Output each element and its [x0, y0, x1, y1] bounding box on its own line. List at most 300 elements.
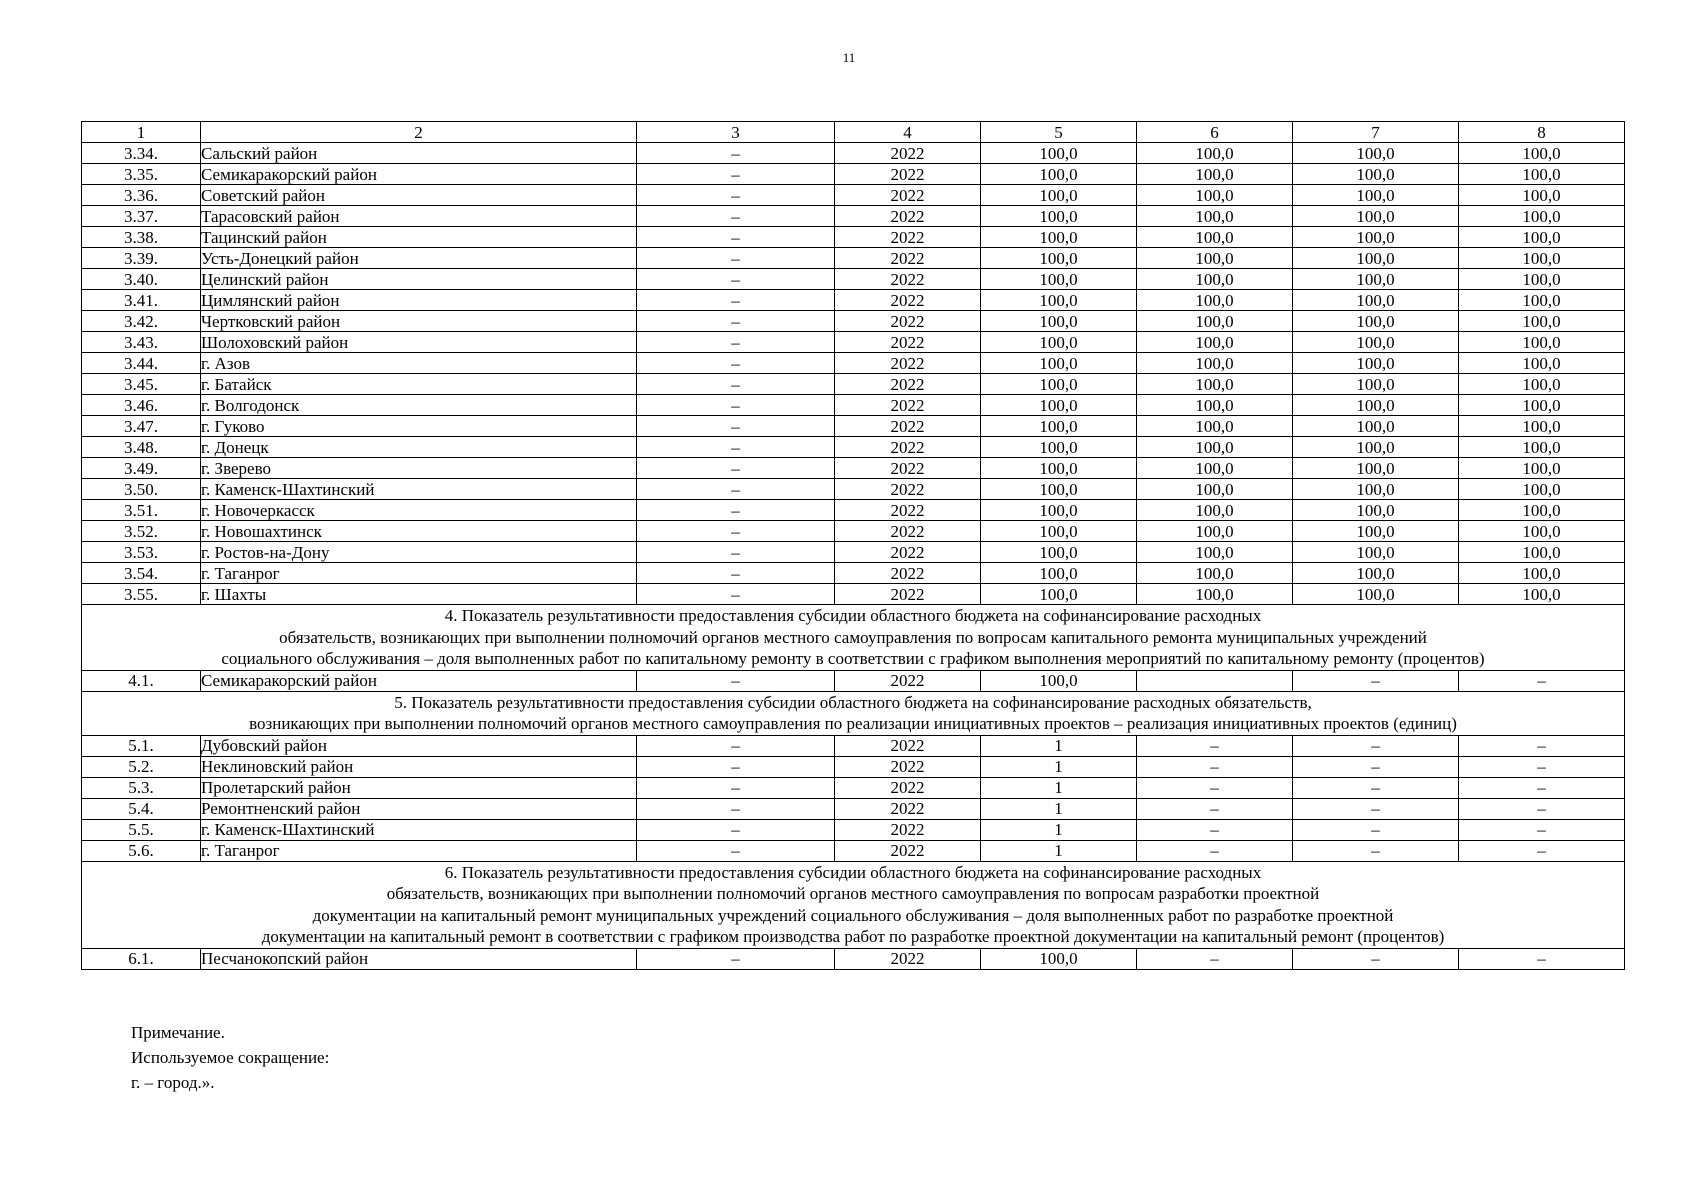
table-row: [82, 777, 1625, 798]
section4-title-row: [82, 605, 1625, 671]
section6-title-row: [82, 861, 1625, 948]
cell-col-7: 100,0: [1293, 290, 1459, 311]
cell-col-name: г. Таганрог: [201, 840, 637, 861]
cell-col-6: 100,0: [1137, 185, 1293, 206]
cell-col-5: 100,0: [981, 500, 1137, 521]
cell-col-6: 100,0: [1137, 311, 1293, 332]
table-row: [82, 840, 1625, 861]
cell-col-name: Шолоховский район: [201, 332, 637, 353]
section5-title-line: возникающих при выполнении полномочий органов местного самоуправления по реализации инициативных проектов – реализация инициативных проектов (единиц): [249, 714, 1457, 733]
cell-col-7: 100,0: [1293, 542, 1459, 563]
cell-col-8: 100,0: [1459, 164, 1625, 185]
cell-col-number: 3.55.: [82, 584, 201, 605]
cell-col-6: 100,0: [1137, 395, 1293, 416]
cell-col-year: 2022: [835, 416, 981, 437]
cell-col-3: –: [637, 948, 835, 969]
cell-col-3: –: [637, 185, 835, 206]
note-title: Примечание.: [131, 1023, 225, 1042]
cell-col-5: 100,0: [981, 521, 1137, 542]
header-cell-col-3: 3: [637, 122, 835, 143]
cell-col-5: 100,0: [981, 563, 1137, 584]
cell-col-year: 2022: [835, 164, 981, 185]
table-row: [82, 437, 1625, 458]
cell-col-number: 3.46.: [82, 395, 201, 416]
cell-col-number: 3.44.: [82, 353, 201, 374]
cell-col-8: –: [1459, 777, 1625, 798]
table-row: [82, 332, 1625, 353]
cell-col-3: –: [637, 735, 835, 756]
cell-col-5: 100,0: [981, 185, 1137, 206]
table-row: [82, 479, 1625, 500]
cell-col-7: 100,0: [1293, 227, 1459, 248]
table-row: [82, 269, 1625, 290]
cell-col-5: 100,0: [981, 458, 1137, 479]
cell-col-name: г. Ростов-на-Дону: [201, 542, 637, 563]
cell-col-5: 100,0: [981, 227, 1137, 248]
cell-col-3: –: [637, 521, 835, 542]
cell-col-year: 2022: [835, 374, 981, 395]
cell-col-8: 100,0: [1459, 332, 1625, 353]
cell-col-number: 3.35.: [82, 164, 201, 185]
cell-col-number: 3.45.: [82, 374, 201, 395]
indicators-table: [81, 121, 1625, 970]
cell-col-6: 100,0: [1137, 458, 1293, 479]
cell-col-name: г. Донецк: [201, 437, 637, 458]
table-row: [82, 311, 1625, 332]
cell-col-5: 100,0: [981, 542, 1137, 563]
cell-col-number: 3.36.: [82, 185, 201, 206]
cell-col-3: –: [637, 756, 835, 777]
table-row: [82, 563, 1625, 584]
cell-col-number: 5.4.: [82, 798, 201, 819]
cell-col-7: 100,0: [1293, 143, 1459, 164]
cell-col-name: г. Зверево: [201, 458, 637, 479]
cell-col-number: 5.1.: [82, 735, 201, 756]
cell-col-7: 100,0: [1293, 353, 1459, 374]
cell-col-5: 100,0: [981, 395, 1137, 416]
cell-col-7: 100,0: [1293, 332, 1459, 353]
table-row: [82, 521, 1625, 542]
cell-col-3: –: [637, 206, 835, 227]
cell-col-name: Чертковский район: [201, 311, 637, 332]
cell-col-name: Сальский район: [201, 143, 637, 164]
cell-col-year: 2022: [835, 311, 981, 332]
cell-col-5: 100,0: [981, 332, 1137, 353]
cell-col-8: 100,0: [1459, 584, 1625, 605]
cell-col-5: 1: [981, 756, 1137, 777]
cell-col-6: –: [1137, 840, 1293, 861]
cell-col-8: 100,0: [1459, 143, 1625, 164]
cell-col-6: –: [1137, 756, 1293, 777]
cell-col-8: 100,0: [1459, 227, 1625, 248]
cell-col-7: 100,0: [1293, 563, 1459, 584]
table-row: [82, 948, 1625, 969]
cell-col-6: –: [1137, 948, 1293, 969]
cell-col-year: 2022: [835, 798, 981, 819]
cell-col-3: –: [637, 437, 835, 458]
cell-col-8: 100,0: [1459, 563, 1625, 584]
cell-col-8: –: [1459, 819, 1625, 840]
cell-col-5: 100,0: [981, 584, 1137, 605]
cell-col-8: 100,0: [1459, 395, 1625, 416]
cell-col-number: 5.6.: [82, 840, 201, 861]
cell-col-3: –: [637, 840, 835, 861]
table-row: [82, 164, 1625, 185]
cell-col-year: 2022: [835, 735, 981, 756]
cell-col-3: –: [637, 353, 835, 374]
table-row: [82, 185, 1625, 206]
cell-col-5: 100,0: [981, 269, 1137, 290]
cell-col-7: 100,0: [1293, 248, 1459, 269]
section4-title: [82, 605, 1625, 671]
cell-col-6: [1137, 670, 1293, 691]
section5-title: [82, 691, 1625, 735]
header-cell-col-6: 6: [1137, 122, 1293, 143]
cell-col-3: –: [637, 290, 835, 311]
table-row: [82, 248, 1625, 269]
cell-col-name: Тарасовский район: [201, 206, 637, 227]
cell-col-7: –: [1293, 840, 1459, 861]
header-cell-col-8: 8: [1459, 122, 1625, 143]
cell-col-3: –: [637, 670, 835, 691]
cell-col-3: –: [637, 269, 835, 290]
table-header-row: [82, 122, 1625, 143]
cell-col-number: 6.1.: [82, 948, 201, 969]
section4-title-line: социального обслуживания – доля выполненных работ по капитальному ремонту в соответствии с графиком выполнения мероприятий по капитальному ремонту (процентов): [221, 649, 1485, 668]
cell-col-year: 2022: [835, 542, 981, 563]
cell-col-name: г. Гуково: [201, 416, 637, 437]
cell-col-8: 100,0: [1459, 521, 1625, 542]
table-row: [82, 374, 1625, 395]
section6-title-line: 6. Показатель результативности предоставления субсидии областного бюджета на софинансирование расходных: [444, 862, 1262, 882]
cell-col-number: 3.52.: [82, 521, 201, 542]
cell-col-5: 100,0: [981, 670, 1137, 691]
cell-col-5: 1: [981, 840, 1137, 861]
cell-col-3: –: [637, 332, 835, 353]
cell-col-number: 3.51.: [82, 500, 201, 521]
cell-col-name: г. Шахты: [201, 584, 637, 605]
cell-col-7: 100,0: [1293, 500, 1459, 521]
section5-title-line: 5. Показатель результативности предоставления субсидии областного бюджета на софинансирование расходных обязательств,: [394, 692, 1312, 712]
cell-col-7: –: [1293, 777, 1459, 798]
cell-col-3: –: [637, 248, 835, 269]
section6-title-line: обязательств, возникающих при выполнении полномочий органов местного самоуправления по вопросам разработки проектной: [386, 884, 1320, 903]
cell-col-number: 3.50.: [82, 479, 201, 500]
cell-col-6: 100,0: [1137, 584, 1293, 605]
table-row: [82, 227, 1625, 248]
cell-col-6: 100,0: [1137, 290, 1293, 311]
cell-col-6: 100,0: [1137, 479, 1293, 500]
table-row: [82, 416, 1625, 437]
cell-col-year: 2022: [835, 332, 981, 353]
table-row: [82, 143, 1625, 164]
cell-col-year: 2022: [835, 500, 981, 521]
cell-col-5: 100,0: [981, 248, 1137, 269]
table-row: [82, 584, 1625, 605]
cell-col-7: –: [1293, 819, 1459, 840]
cell-col-name: Усть-Донецкий район: [201, 248, 637, 269]
cell-col-name: Тацинский район: [201, 227, 637, 248]
cell-col-number: 3.37.: [82, 206, 201, 227]
cell-col-3: –: [637, 458, 835, 479]
section4-title-line: 4. Показатель результативности предоставления субсидии областного бюджета на софинансирование расходных: [444, 606, 1262, 625]
cell-col-6: 100,0: [1137, 437, 1293, 458]
cell-col-year: 2022: [835, 840, 981, 861]
cell-col-5: 100,0: [981, 353, 1137, 374]
cell-col-name: Семикаракорский район: [201, 670, 637, 691]
cell-col-7: 100,0: [1293, 374, 1459, 395]
cell-col-name: г. Азов: [201, 353, 637, 374]
cell-col-name: Песчанокопский район: [201, 948, 637, 969]
cell-col-7: –: [1293, 756, 1459, 777]
cell-col-year: 2022: [835, 395, 981, 416]
cell-col-8: 100,0: [1459, 542, 1625, 563]
cell-col-year: 2022: [835, 458, 981, 479]
cell-col-3: –: [637, 227, 835, 248]
cell-col-year: 2022: [835, 227, 981, 248]
cell-col-6: 100,0: [1137, 521, 1293, 542]
cell-col-name: Целинский район: [201, 269, 637, 290]
cell-col-7: 100,0: [1293, 479, 1459, 500]
header-cell-col-number: 1: [82, 122, 201, 143]
cell-col-7: –: [1293, 735, 1459, 756]
cell-col-3: –: [637, 374, 835, 395]
cell-col-5: 100,0: [981, 437, 1137, 458]
cell-col-3: –: [637, 584, 835, 605]
cell-col-5: 1: [981, 798, 1137, 819]
cell-col-8: 100,0: [1459, 416, 1625, 437]
cell-col-7: 100,0: [1293, 437, 1459, 458]
cell-col-number: 3.47.: [82, 416, 201, 437]
cell-col-3: –: [637, 164, 835, 185]
section5-title-row: [82, 691, 1625, 735]
cell-col-name: г. Волгодонск: [201, 395, 637, 416]
cell-col-8: 100,0: [1459, 479, 1625, 500]
cell-col-number: 3.34.: [82, 143, 201, 164]
header-cell-col-year: 4: [835, 122, 981, 143]
cell-col-6: 100,0: [1137, 374, 1293, 395]
cell-col-number: 3.54.: [82, 563, 201, 584]
cell-col-3: –: [637, 395, 835, 416]
cell-col-7: –: [1293, 948, 1459, 969]
cell-col-6: 100,0: [1137, 269, 1293, 290]
cell-col-3: –: [637, 819, 835, 840]
table-row: [82, 500, 1625, 521]
cell-col-8: –: [1459, 948, 1625, 969]
cell-col-name: Цимлянский район: [201, 290, 637, 311]
table-row: [82, 819, 1625, 840]
section6-title-line: документации на капитальный ремонт в соответствии с графиком производства работ по разработке проектной документации на капитальный ремонт (процентов): [261, 927, 1445, 946]
cell-col-number: 3.53.: [82, 542, 201, 563]
cell-col-number: 5.3.: [82, 777, 201, 798]
table-row: [82, 756, 1625, 777]
header-cell-col-5: 5: [981, 122, 1137, 143]
cell-col-number: 5.5.: [82, 819, 201, 840]
cell-col-year: 2022: [835, 521, 981, 542]
cell-col-6: 100,0: [1137, 143, 1293, 164]
cell-col-6: 100,0: [1137, 542, 1293, 563]
table-row: [82, 798, 1625, 819]
cell-col-5: 1: [981, 777, 1137, 798]
cell-col-3: –: [637, 311, 835, 332]
cell-col-6: 100,0: [1137, 248, 1293, 269]
cell-col-7: 100,0: [1293, 164, 1459, 185]
cell-col-7: –: [1293, 670, 1459, 691]
cell-col-name: г. Новошахтинск: [201, 521, 637, 542]
cell-col-name: г. Батайск: [201, 374, 637, 395]
cell-col-3: –: [637, 542, 835, 563]
cell-col-7: 100,0: [1293, 206, 1459, 227]
cell-col-year: 2022: [835, 353, 981, 374]
cell-col-year: 2022: [835, 948, 981, 969]
cell-col-8: –: [1459, 735, 1625, 756]
cell-col-6: 100,0: [1137, 332, 1293, 353]
cell-col-8: –: [1459, 840, 1625, 861]
table-row: [82, 542, 1625, 563]
cell-col-8: 100,0: [1459, 353, 1625, 374]
cell-col-6: –: [1137, 735, 1293, 756]
cell-col-3: –: [637, 563, 835, 584]
cell-col-year: 2022: [835, 185, 981, 206]
cell-col-name: Неклиновский район: [201, 756, 637, 777]
cell-col-5: 100,0: [981, 948, 1137, 969]
cell-col-6: –: [1137, 798, 1293, 819]
cell-col-number: 3.39.: [82, 248, 201, 269]
cell-col-6: 100,0: [1137, 416, 1293, 437]
cell-col-7: 100,0: [1293, 395, 1459, 416]
cell-col-8: 100,0: [1459, 185, 1625, 206]
cell-col-5: 1: [981, 735, 1137, 756]
cell-col-6: 100,0: [1137, 206, 1293, 227]
cell-col-6: –: [1137, 819, 1293, 840]
cell-col-6: 100,0: [1137, 500, 1293, 521]
cell-col-8: –: [1459, 670, 1625, 691]
cell-col-6: 100,0: [1137, 563, 1293, 584]
note-abbreviations-label: Используемое сокращение:: [131, 1048, 330, 1067]
cell-col-7: 100,0: [1293, 269, 1459, 290]
cell-col-3: –: [637, 479, 835, 500]
cell-col-number: 4.1.: [82, 670, 201, 691]
cell-col-name: г. Каменск-Шахтинский: [201, 819, 637, 840]
cell-col-number: 3.41.: [82, 290, 201, 311]
cell-col-year: 2022: [835, 563, 981, 584]
cell-col-number: 3.48.: [82, 437, 201, 458]
cell-col-5: 100,0: [981, 206, 1137, 227]
table-row: [82, 458, 1625, 479]
cell-col-8: –: [1459, 756, 1625, 777]
cell-col-number: 3.42.: [82, 311, 201, 332]
page-number: 11: [842, 50, 856, 65]
cell-col-year: 2022: [835, 670, 981, 691]
cell-col-name: Семикаракорский район: [201, 164, 637, 185]
cell-col-name: Советский район: [201, 185, 637, 206]
cell-col-3: –: [637, 416, 835, 437]
cell-col-year: 2022: [835, 269, 981, 290]
cell-col-year: 2022: [835, 479, 981, 500]
cell-col-8: 100,0: [1459, 206, 1625, 227]
table-row: [82, 353, 1625, 374]
cell-col-year: 2022: [835, 819, 981, 840]
cell-col-year: 2022: [835, 777, 981, 798]
cell-col-name: г. Каменск-Шахтинский: [201, 479, 637, 500]
cell-col-year: 2022: [835, 290, 981, 311]
cell-col-6: 100,0: [1137, 227, 1293, 248]
cell-col-year: 2022: [835, 756, 981, 777]
cell-col-8: 100,0: [1459, 437, 1625, 458]
header-cell-col-7: 7: [1293, 122, 1459, 143]
note-block: [131, 1020, 329, 1095]
cell-col-5: 100,0: [981, 479, 1137, 500]
cell-col-3: –: [637, 500, 835, 521]
header-cell-col-name: 2: [201, 122, 637, 143]
section4-title-line: обязательств, возникающих при выполнении полномочий органов местного самоуправления по вопросам капитального ремонта муниципальных учреждений: [279, 627, 1427, 647]
cell-col-number: 3.49.: [82, 458, 201, 479]
table-row: [82, 395, 1625, 416]
cell-col-5: 100,0: [981, 290, 1137, 311]
table-row: [82, 290, 1625, 311]
cell-col-6: 100,0: [1137, 353, 1293, 374]
cell-col-year: 2022: [835, 584, 981, 605]
cell-col-5: 100,0: [981, 311, 1137, 332]
cell-col-7: 100,0: [1293, 185, 1459, 206]
cell-col-8: 100,0: [1459, 500, 1625, 521]
cell-col-7: 100,0: [1293, 521, 1459, 542]
cell-col-year: 2022: [835, 143, 981, 164]
cell-col-5: 1: [981, 819, 1137, 840]
cell-col-7: 100,0: [1293, 584, 1459, 605]
note-abbreviation-g: г. – город.».: [131, 1073, 215, 1092]
cell-col-8: 100,0: [1459, 290, 1625, 311]
cell-col-8: 100,0: [1459, 458, 1625, 479]
cell-col-8: 100,0: [1459, 374, 1625, 395]
cell-col-8: 100,0: [1459, 248, 1625, 269]
cell-col-number: 3.43.: [82, 332, 201, 353]
cell-col-year: 2022: [835, 248, 981, 269]
section6-title-line: документации на капитальный ремонт муниципальных учреждений социального обслуживания – доля выполненных работ по разработке проектной: [312, 905, 1394, 925]
cell-col-year: 2022: [835, 206, 981, 227]
cell-col-number: 5.2.: [82, 756, 201, 777]
cell-col-name: Пролетарский район: [201, 777, 637, 798]
table-row: [82, 670, 1625, 691]
cell-col-8: –: [1459, 798, 1625, 819]
cell-col-7: –: [1293, 798, 1459, 819]
cell-col-name: г. Новочеркасск: [201, 500, 637, 521]
cell-col-3: –: [637, 798, 835, 819]
cell-col-8: 100,0: [1459, 311, 1625, 332]
cell-col-3: –: [637, 777, 835, 798]
table-row: [82, 206, 1625, 227]
cell-col-5: 100,0: [981, 416, 1137, 437]
cell-col-number: 3.38.: [82, 227, 201, 248]
cell-col-8: 100,0: [1459, 269, 1625, 290]
cell-col-name: Ремонтненский район: [201, 798, 637, 819]
cell-col-6: –: [1137, 777, 1293, 798]
cell-col-7: 100,0: [1293, 311, 1459, 332]
cell-col-year: 2022: [835, 437, 981, 458]
cell-col-6: 100,0: [1137, 164, 1293, 185]
cell-col-name: Дубовский район: [201, 735, 637, 756]
cell-col-7: 100,0: [1293, 416, 1459, 437]
cell-col-5: 100,0: [981, 374, 1137, 395]
cell-col-number: 3.40.: [82, 269, 201, 290]
cell-col-5: 100,0: [981, 143, 1137, 164]
table-row: [82, 735, 1625, 756]
cell-col-7: 100,0: [1293, 458, 1459, 479]
cell-col-3: –: [637, 143, 835, 164]
cell-col-name: г. Таганрог: [201, 563, 637, 584]
section6-title: [82, 861, 1625, 948]
cell-col-5: 100,0: [981, 164, 1137, 185]
